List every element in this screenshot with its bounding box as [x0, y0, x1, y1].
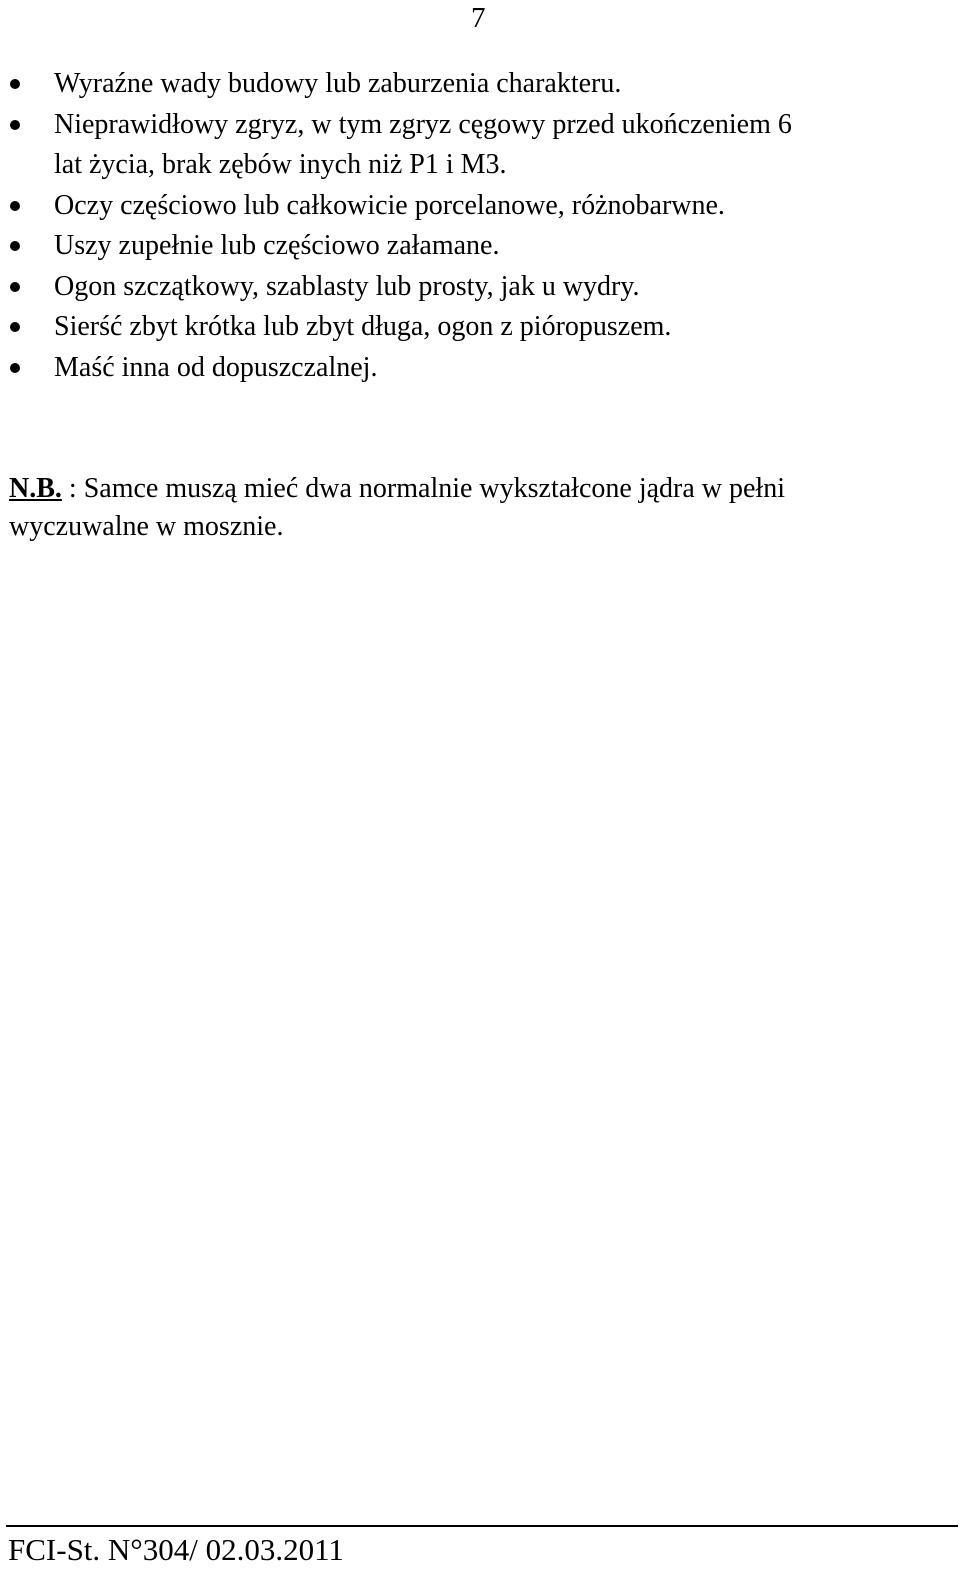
fault-text: Uszy zupełnie lub częściowo załamane.	[54, 230, 500, 261]
fault-item	[0, 348, 960, 389]
bullet-icon	[10, 79, 20, 89]
fault-item	[0, 307, 960, 348]
disqualifying-faults-list	[0, 64, 960, 388]
fault-text-continued: lat życia, brak zębów inych niż P1 i M3.	[54, 149, 507, 180]
nota-bene-text: Samce muszą mieć dwa normalnie wykształcone jądra w pełni	[83, 473, 785, 504]
bullet-icon	[10, 120, 20, 130]
fault-text: Ogon szczątkowy, szablasty lub prosty, jak u wydry.	[54, 270, 640, 302]
bullet-icon	[10, 282, 20, 292]
fault-text: Nieprawidłowy zgryz, w tym zgryz cęgowy przed ukończeniem 6	[54, 108, 792, 140]
nota-bene-paragraph	[9, 470, 959, 546]
bullet-icon	[10, 241, 20, 251]
fault-text: Wyraźne wady budowy lub zaburzenia charakteru.	[54, 68, 622, 99]
fault-item	[0, 105, 960, 186]
bullet-icon	[10, 201, 20, 211]
fault-item	[0, 186, 960, 227]
footer-standard-reference: FCI-St. N°304/ 02.03.2011	[8, 1532, 344, 1567]
fault-text: Maść inna od dopuszczalnej.	[54, 351, 378, 383]
fault-item	[0, 226, 960, 267]
fault-item	[0, 64, 960, 105]
nota-bene-text-continued: wyczuwalne w mosznie.	[9, 511, 284, 542]
nota-bene-separator: :	[61, 473, 84, 504]
fault-text: Oczy częściowo lub całkowicie porcelanowe, różnobarwne.	[54, 189, 725, 221]
fault-text: Sierść zbyt krótka lub zbyt długa, ogon z pióropuszem.	[54, 311, 672, 342]
footer-divider	[6, 1525, 958, 1527]
page-number: 7	[471, 2, 486, 34]
bullet-icon	[10, 322, 20, 332]
bullet-icon	[10, 363, 20, 373]
fault-item	[0, 267, 960, 308]
nota-bene-label: N.B.	[9, 473, 62, 504]
